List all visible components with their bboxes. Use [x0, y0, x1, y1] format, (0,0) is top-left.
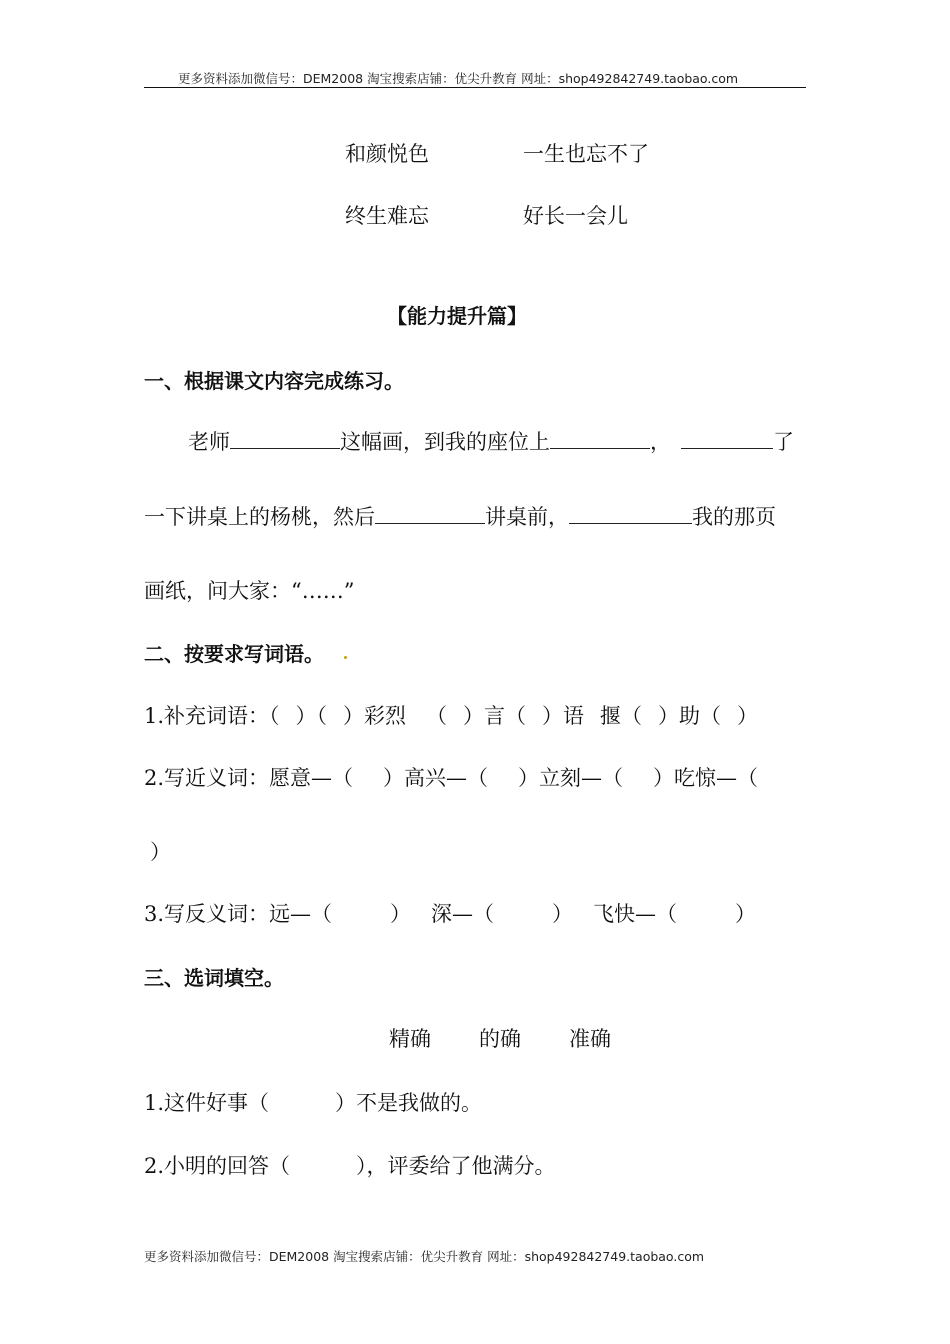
item-label: 1.补充词语：: [144, 704, 270, 728]
bracket-text: 飞快—（: [593, 902, 678, 926]
bracket-text: ）: [735, 902, 757, 926]
item-label: 3.写反义词：: [144, 902, 270, 926]
bracket-text: 愿意—（: [269, 766, 354, 790]
bracket-text: ）: [552, 902, 574, 926]
fill-blank[interactable]: [550, 430, 650, 449]
bracket-text: ）: [390, 902, 412, 926]
header-rule: [144, 87, 806, 88]
q1-line-2: [144, 501, 776, 531]
q1-line2-text-a: 一下讲桌上的杨桃，然后: [144, 505, 375, 529]
bracket-text: ）（: [295, 704, 328, 728]
word-item: 好长一会儿: [523, 204, 628, 228]
q3-heading: 三、选词填空。: [144, 966, 284, 990]
fill-blank[interactable]: [569, 505, 692, 524]
word-option: 准确: [569, 1027, 611, 1051]
q1-heading: 一、根据课文内容完成练习。: [144, 369, 404, 393]
bracket-text: 深—（: [431, 902, 495, 926]
bracket-text: ）立刻—（: [518, 766, 624, 790]
word-item: 终生难忘: [345, 204, 429, 228]
fill-blank[interactable]: [681, 430, 773, 449]
fill-blank[interactable]: [230, 430, 340, 449]
q1-line2-text-b: 讲桌前，: [485, 505, 569, 529]
word-option: 精确: [389, 1027, 431, 1051]
bracket-text: ）高兴—（: [383, 766, 489, 790]
sentence-text: 2.小明的回答（: [144, 1154, 291, 1178]
sentence-text: ），评委给了他满分。: [356, 1154, 556, 1178]
q3-item-2: [144, 1150, 556, 1180]
page-footer: 更多资料添加微信号：DEM2008 淘宝搜索店铺：优尖升教育 网址：shop492842749.taobao.com: [144, 1249, 705, 1264]
section-title: 【能力提升篇】: [387, 304, 527, 328]
word-item: 和颜悦色: [345, 142, 429, 166]
q2-item-2-tail: ）: [150, 840, 171, 864]
bracket-text: 远—（: [269, 902, 333, 926]
bracket-text: ）语: [542, 704, 585, 728]
bracket-text: 揠（: [600, 704, 643, 728]
q2-item-3: [144, 898, 756, 928]
q1-line1-text-d: 了: [773, 430, 794, 454]
q2-heading: 二、按要求写词语。: [144, 642, 324, 666]
word-option: 的确: [479, 1027, 521, 1051]
q2-item-2: [144, 762, 758, 792]
bracket-text: ）彩烈: [343, 704, 407, 728]
q1-line-1: [188, 426, 794, 456]
bracket-text: （: [426, 704, 448, 728]
stray-dot: [344, 656, 347, 659]
q2-item-1: [144, 700, 758, 730]
sentence-text: ）不是我做的。: [335, 1091, 483, 1115]
bracket-text: ）助（: [658, 704, 722, 728]
bracket-text: （: [269, 704, 280, 728]
bracket-text: ）吃惊—（: [653, 766, 759, 790]
fill-blank[interactable]: [375, 505, 485, 524]
q1-line1-text-a: 老师: [188, 430, 230, 454]
bracket-text: ）言（: [463, 704, 527, 728]
q1-line1-text-b: 这幅画，到我的座位上: [340, 430, 550, 454]
q1-line2-text-c: 我的那页: [692, 505, 776, 529]
word-item: 一生也忘不了: [523, 142, 649, 166]
sentence-text: 1.这件好事（: [144, 1091, 270, 1115]
bracket-text: ）: [737, 704, 759, 728]
q3-item-1: [144, 1087, 482, 1117]
q1-line-3: 画纸，问大家：“……”: [144, 579, 355, 603]
q1-line1-text-c: ，: [650, 430, 671, 454]
page-header: 更多资料添加微信号：DEM2008 淘宝搜索店铺：优尖升教育 网址：shop492842749.taobao.com: [178, 71, 739, 86]
item-label: 2.写近义词：: [144, 766, 270, 790]
